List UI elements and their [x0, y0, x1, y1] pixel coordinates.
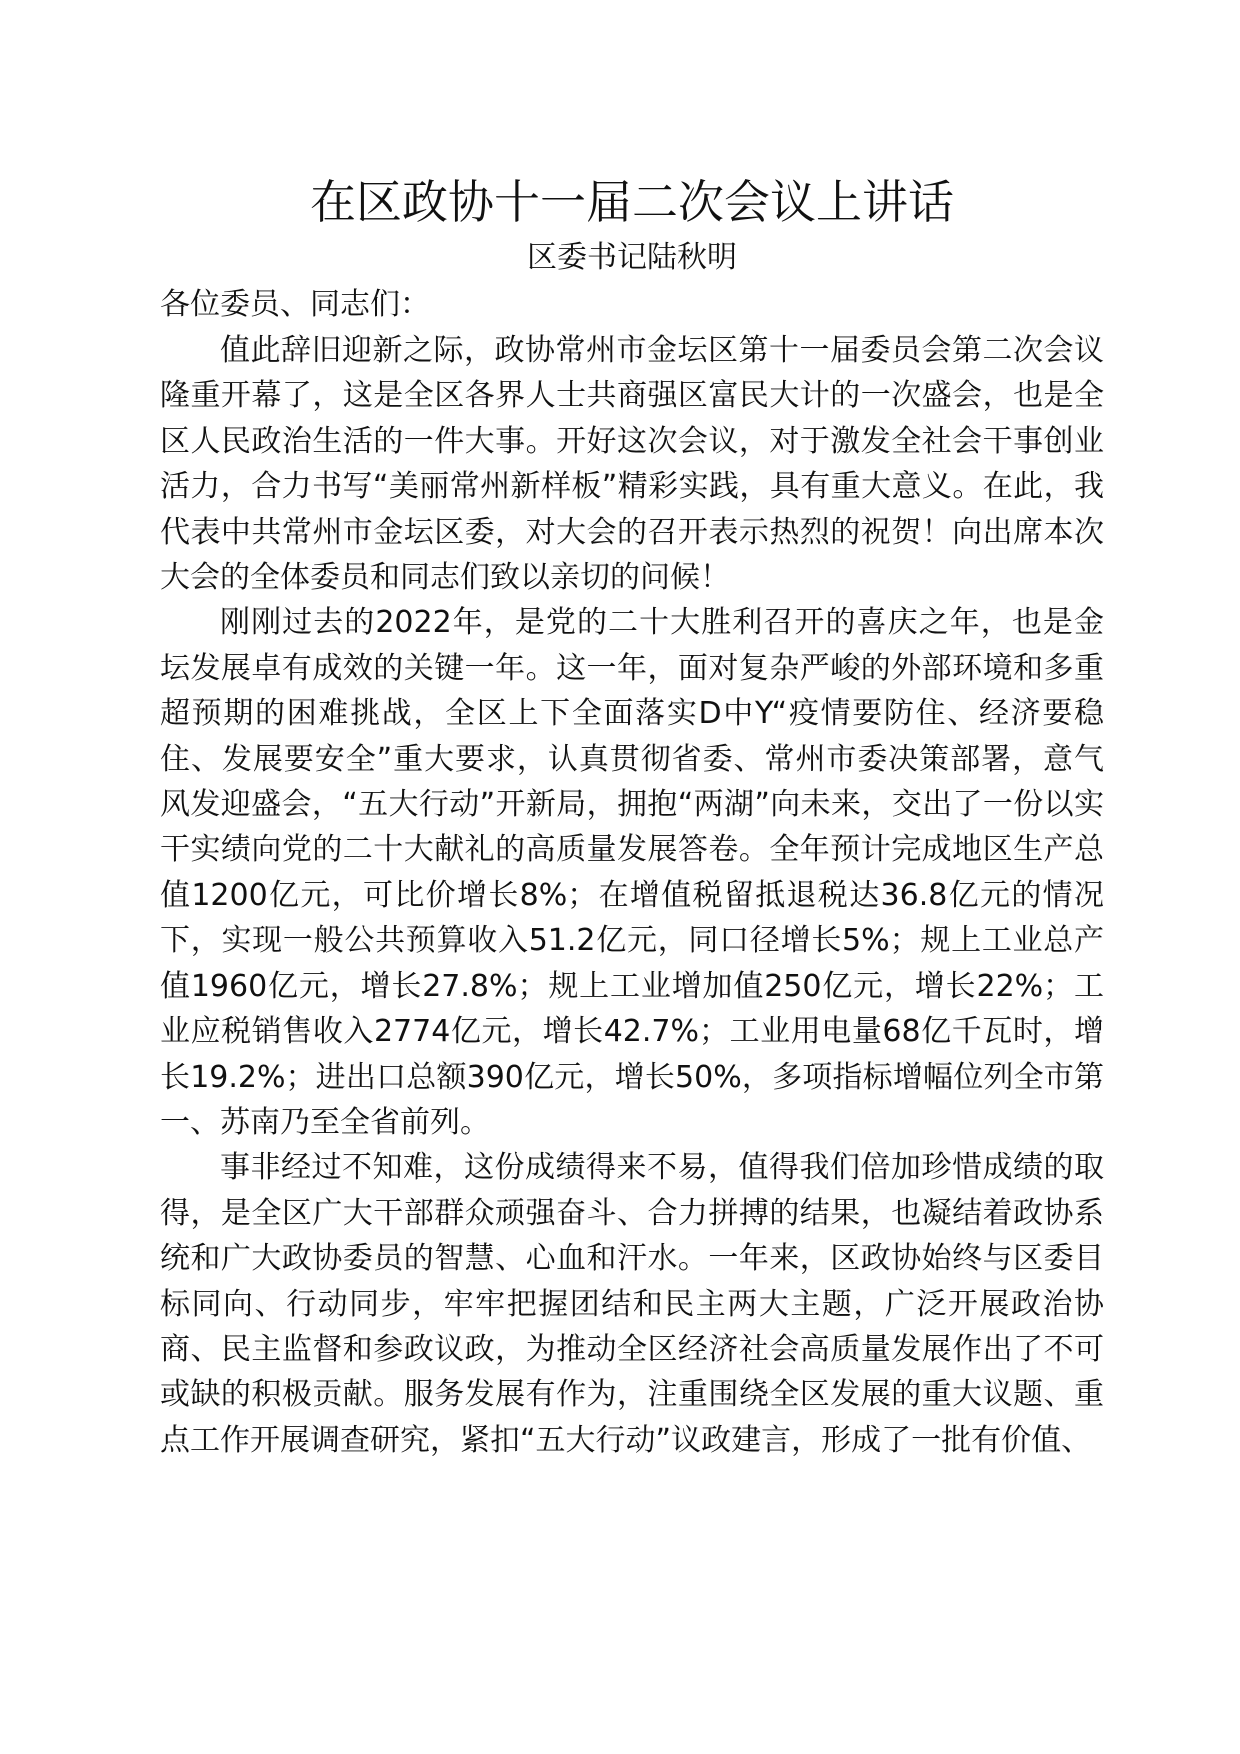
paragraph-cppcc-contribution: 事非经过不知难，这份成绩得来不易，值得我们倍加珍惜成绩的取得，是全区广大干部群众顽强奋斗、合力拼搏的结果，也凝结着政协系统和广大政协委员的智慧、心血和汗水。一年来，区政协始终与区委目标同向、行动同步，牢牢把握团结和民主两大主题，广泛开展政治协商、民主监督和参政议政，为推动全区经济社会高质量发展作出了不可或缺的积极贡献。服务发展有作为，注重围绕全区发展的重大议题、重点工作开展调查研究，紧扣“五大行动”议政建言，形成了一批有价值、 — [160, 1150, 1104, 1458]
document-body — [160, 168, 1104, 1463]
speaker-byline: 区委书记陆秋明 — [527, 240, 737, 275]
salutation: 各位委员、同志们： — [160, 287, 430, 322]
paragraph-opening: 值此辞旧迎新之际，政协常州市金坛区第十一届委员会第二次会议隆重开幕了，这是全区各界人士共商强区富民大计的一次盛会，也是全区人民政治生活的一件大事。开好这次会议，对于激发全社会干事创业活力，合力书写“美丽常州新样板”精彩实践，具有重大意义。在此，我代表中共常州市金坛区委，对大会的召开表示热烈的祝贺！向出席本次大会的全体委员和同志们致以亲切的问候！ — [160, 333, 1104, 596]
document-title: 在区政协十一届二次会议上讲话 — [310, 175, 954, 229]
paragraph-achievements: 刚刚过去的2022年，是党的二十大胜利召开的喜庆之年，也是金坛发展卓有成效的关键一年。这一年，面对复杂严峻的外部环境和多重超预期的困难挑战，全区上下全面落实D中Y“疫情要防住、经济要稳住、发展要安全”重大要求，认真贯彻省委、常州市委决策部署，意气风发迎盛会，“五大行动”开新局，拥抱“两湖”向未来，交出了一份以实干实绩向党的二十大献礼的高质量发展答卷。全年预计完成地区生产总值1200亿元，可比价增长8%；在增值税留抵退税达36.8亿元的情况下，实现一般公共预算收入51.2亿元，同口径增长5%；规上工业总产值1960亿元，增长27.8%；规上工业增加值250亿元，增长22%；工业应税销售收入2774亿元，增长42.7%；工业用电量68亿千瓦时，增长19.2%；进出口总额390亿元，增长50%，多项指标增幅位列全市第一、苏南乃至全省前列。 — [160, 605, 1104, 1140]
